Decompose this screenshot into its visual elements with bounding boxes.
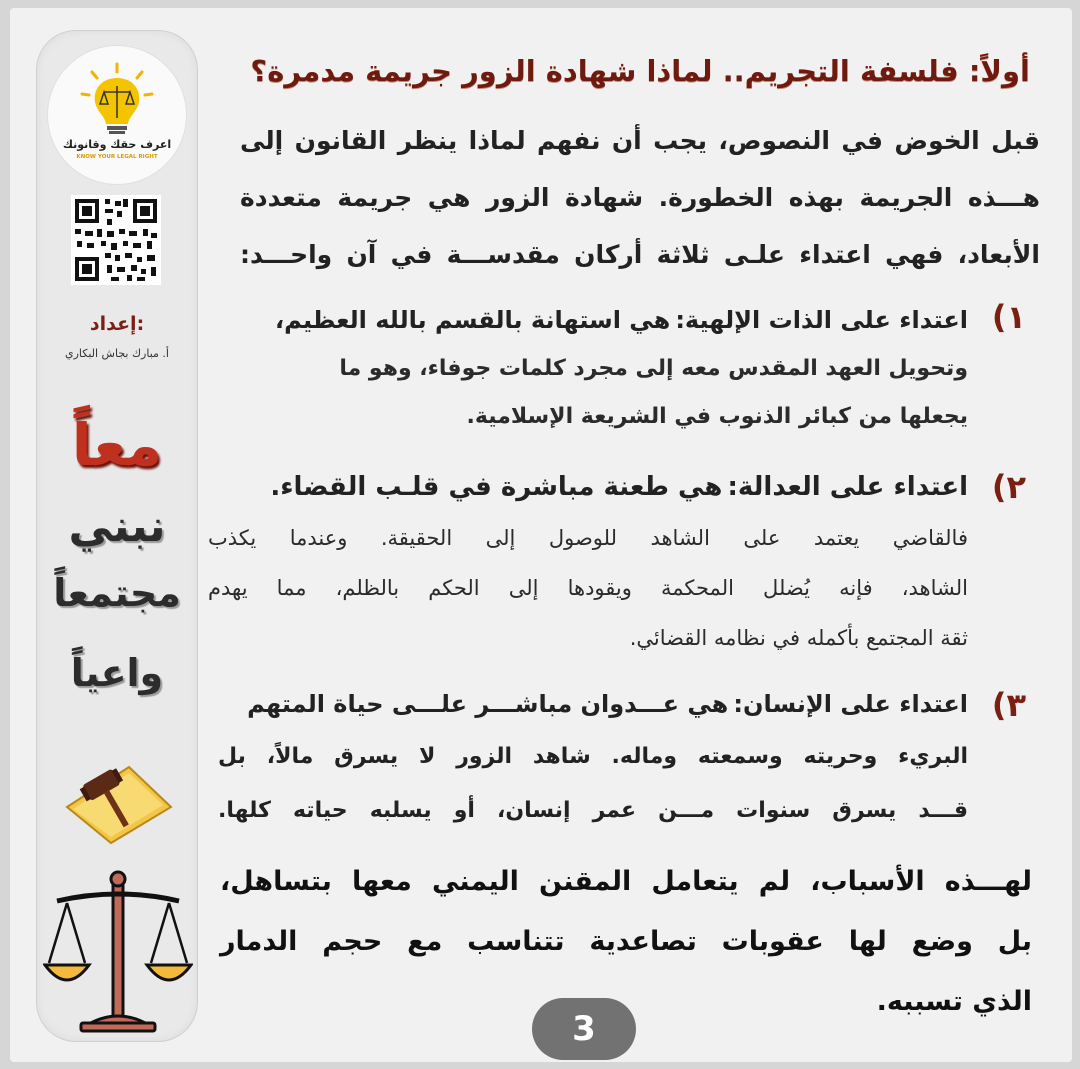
motto-line-2: نبني <box>68 501 166 552</box>
intro-line-2: هـــذه الجريمة بهذه الخطورة. شهادة الزور هي جريمة متعددة <box>240 183 1040 212</box>
item-number-2: ٢) <box>991 468 1026 506</box>
item-3-line-3: قـــد يسرق سنوات مـــن عمر إنسان، أو يسلبه حياته كلها. <box>218 798 968 823</box>
prepared-by-label: إعداد: <box>89 313 145 335</box>
qr-code-icon[interactable] <box>71 195 161 285</box>
intro-line-3: الأبعاد، فهي اعتداء علـى ثلاثة أركان مقدســـة في آن واحـــد: <box>240 240 1040 269</box>
item-2-line-4: ثقة المجتمع بأكمله في نظامه القضائي. <box>629 626 968 650</box>
brand-logo <box>47 45 187 185</box>
item-1-line-3: يجعلها من كبائر الذنوب في الشريعة الإسلامية. <box>466 404 968 429</box>
author-name: أ. مبارك بجاش البكاري <box>64 347 169 360</box>
motto-line-4: واعياً <box>70 651 164 695</box>
item-3-title: اعتداء على الإنسان: <box>733 690 968 718</box>
motto-line-1: معاً <box>71 411 163 479</box>
intro-line-1: قبل الخوض في النصوص، يجب أن نفهم لماذا ينظر القانون إلى <box>240 126 1040 155</box>
item-3-line-2: البريء وحريته وسمعته وماله. شاهد الزور لا يسرق مالاً، بل <box>218 744 968 769</box>
gavel-icon <box>59 747 179 847</box>
closing-line-1: لهـــذه الأسباب، لم يتعامل المقنن اليمني معها بتساهل، <box>220 866 1032 897</box>
closing-line-3: الذي تسببه. <box>876 986 1032 1017</box>
scales-of-justice-icon <box>43 867 193 1037</box>
item-1-line-2: وتحويل العهد المقدس معه إلى مجرد كلمات جوفاء، وهو ما <box>339 356 968 381</box>
item-1-first-line <box>275 306 968 334</box>
item-number-1: ١) <box>991 298 1026 336</box>
item-2-line-1: هي طعنة مباشرة في قلـب القضاء. <box>270 472 723 502</box>
item-3-line-1: هي عـــدوان مباشـــر علـــى حياة المتهم <box>247 690 729 718</box>
logo-subtitle: KNOW YOUR LEGAL RIGHT <box>76 154 158 160</box>
logo-title: اعرف حقك وقانونك <box>62 138 172 151</box>
section-heading: أولاً: فلسفة التجريم.. لماذا شهادة الزور جريمة مدمرة؟ <box>250 54 1030 88</box>
closing-line-2: بل وضع لها عقوبات تصاعدية تتناسب مع حجم الدمار <box>220 926 1032 957</box>
item-1-line-1: هي استهانة بالقسم بالله العظيم، <box>275 306 671 334</box>
item-3-first-line <box>247 690 968 718</box>
item-number-3: ٣) <box>991 686 1026 724</box>
page-number-badge: 3 <box>532 998 636 1060</box>
item-2-title: اعتداء على العدالة: <box>727 472 968 502</box>
item-2-line-3: الشاهد، فإنه يُضلل المحكمة ويقودها إلى الحكم بالظلم، مما يهدم <box>208 576 968 600</box>
sidebar <box>36 30 198 1042</box>
item-2-line-2: فالقاضي يعتمد على الشاهد للوصول إلى الحقيقة. وعندما يكذب <box>208 526 968 550</box>
item-2-first-line <box>270 472 968 502</box>
lightbulb-scales-icon <box>48 46 186 184</box>
item-1-title: اعتداء على الذات الإلهية: <box>675 306 968 334</box>
motto-line-3: مجتمعاً <box>53 571 181 615</box>
